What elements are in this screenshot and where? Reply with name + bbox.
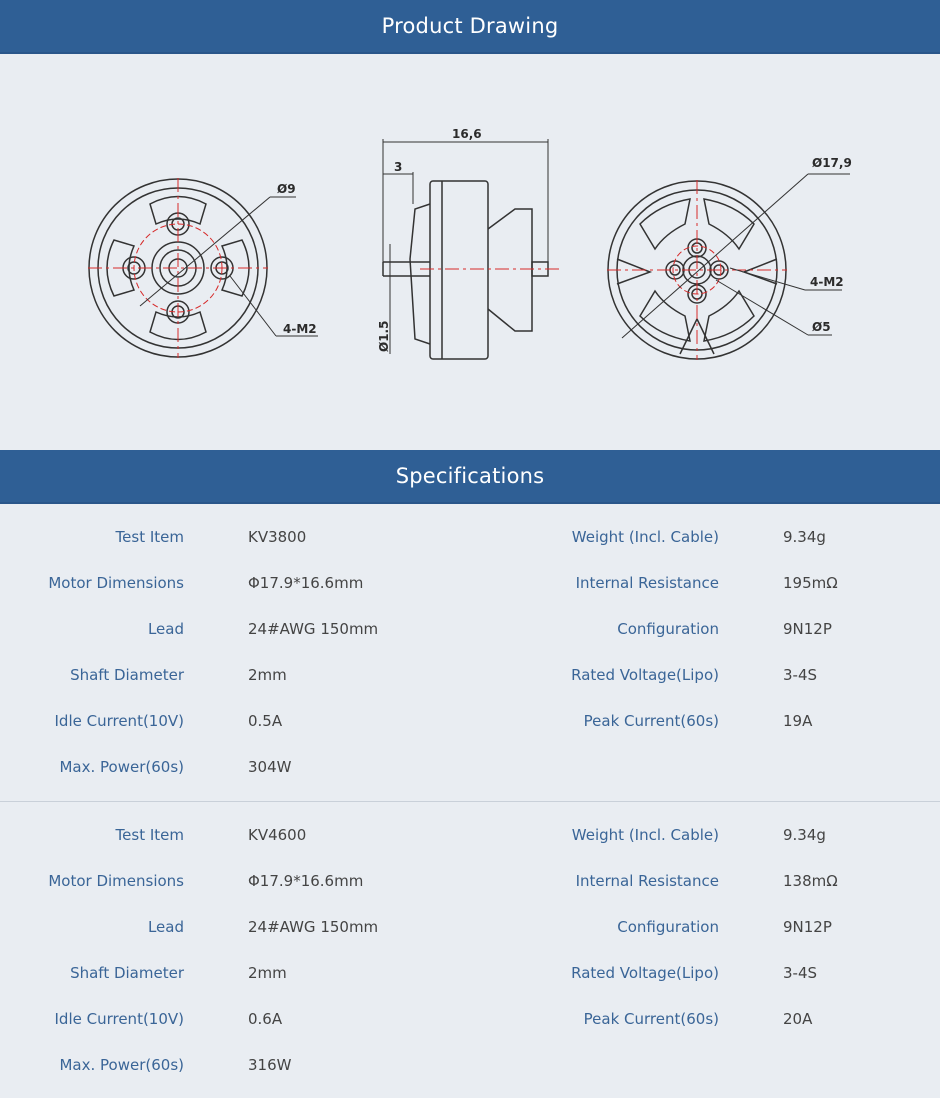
specifications-title: Specifications <box>395 464 545 488</box>
spec-row <box>0 1042 940 1088</box>
dim-outer-right: Ø17,9 <box>812 156 852 170</box>
spec-label: Test Item <box>115 826 184 844</box>
specifications <box>0 504 940 1088</box>
spec-value: 24#AWG 150mm <box>248 918 379 936</box>
spec-label: Weight (Incl. Cable) <box>571 528 719 546</box>
spec-row <box>0 514 940 560</box>
spec-label: Peak Current(60s) <box>583 1010 719 1028</box>
spec-value: Φ17.9*16.6mm <box>248 872 364 890</box>
product-drawing-header <box>0 0 940 54</box>
spec-value: KV3800 <box>248 528 307 546</box>
spec-value: 3-4S <box>783 666 818 684</box>
spec-value: Φ17.9*16.6mm <box>248 574 364 592</box>
spec-label: Weight (Incl. Cable) <box>571 826 719 844</box>
spec-value: 9.34g <box>783 528 826 546</box>
spec-value: 3-4S <box>783 964 818 982</box>
spec-value: 2mm <box>248 666 287 684</box>
spec-row <box>0 812 940 858</box>
spec-value: 195mΩ <box>783 574 838 592</box>
spec-label: Max. Power(60s) <box>59 1056 184 1074</box>
dim-inner-right: Ø5 <box>812 320 831 334</box>
product-drawing-title: Product Drawing <box>381 14 559 38</box>
dim-screws-right: 4-M2 <box>810 275 844 289</box>
motor-side-view <box>383 139 560 359</box>
spec-value: 9N12P <box>783 918 832 936</box>
spec-value: 9.34g <box>783 826 826 844</box>
spec-row <box>0 744 940 790</box>
spec-label: Shaft Diameter <box>70 964 184 982</box>
spec-label: Idle Current(10V) <box>54 712 184 730</box>
spec-label: Internal Resistance <box>575 574 719 592</box>
spec-value: 20A <box>783 1010 813 1028</box>
spec-value: 2mm <box>248 964 287 982</box>
dim-shaft: Ø1.5 <box>377 320 391 352</box>
spec-label: Lead <box>147 918 184 936</box>
spec-value: 138mΩ <box>783 872 838 890</box>
spec-value: KV4600 <box>248 826 307 844</box>
spec-value: 24#AWG 150mm <box>248 620 379 638</box>
spec-label: Peak Current(60s) <box>583 712 719 730</box>
spec-row <box>0 858 940 904</box>
spec-label: Internal Resistance <box>575 872 719 890</box>
spec-label: Configuration <box>617 918 719 936</box>
spec-row <box>0 560 940 606</box>
spec-row <box>0 950 940 996</box>
dim-length: 16,6 <box>452 127 482 141</box>
spec-table-kv3800 <box>0 504 940 802</box>
spec-label: Configuration <box>617 620 719 638</box>
dim-screws-left: 4-M2 <box>283 322 317 336</box>
spec-label: Lead <box>147 620 184 638</box>
spec-label: Motor Dimensions <box>48 872 184 890</box>
spec-value: 304W <box>248 758 292 776</box>
spec-value: 19A <box>783 712 813 730</box>
spec-row <box>0 904 940 950</box>
spec-table-kv4600 <box>0 802 940 1088</box>
spec-value: 0.6A <box>248 1010 283 1028</box>
spec-label: Max. Power(60s) <box>59 758 184 776</box>
spec-row <box>0 606 940 652</box>
spec-row <box>0 698 940 744</box>
product-drawing <box>0 54 940 450</box>
dim-mount-left: Ø9 <box>277 182 296 196</box>
spec-label: Idle Current(10V) <box>54 1010 184 1028</box>
specifications-header <box>0 450 940 504</box>
spec-value: 0.5A <box>248 712 283 730</box>
spec-label: Rated Voltage(Lipo) <box>571 666 719 684</box>
spec-row <box>0 652 940 698</box>
spec-row <box>0 996 940 1042</box>
spec-label: Shaft Diameter <box>70 666 184 684</box>
spec-label: Motor Dimensions <box>48 574 184 592</box>
spec-label: Test Item <box>115 528 184 546</box>
spec-value: 316W <box>248 1056 292 1074</box>
spec-label: Rated Voltage(Lipo) <box>571 964 719 982</box>
motor-drawing-svg <box>0 54 940 450</box>
spec-value: 9N12P <box>783 620 832 638</box>
dim-offset: 3 <box>394 160 403 174</box>
